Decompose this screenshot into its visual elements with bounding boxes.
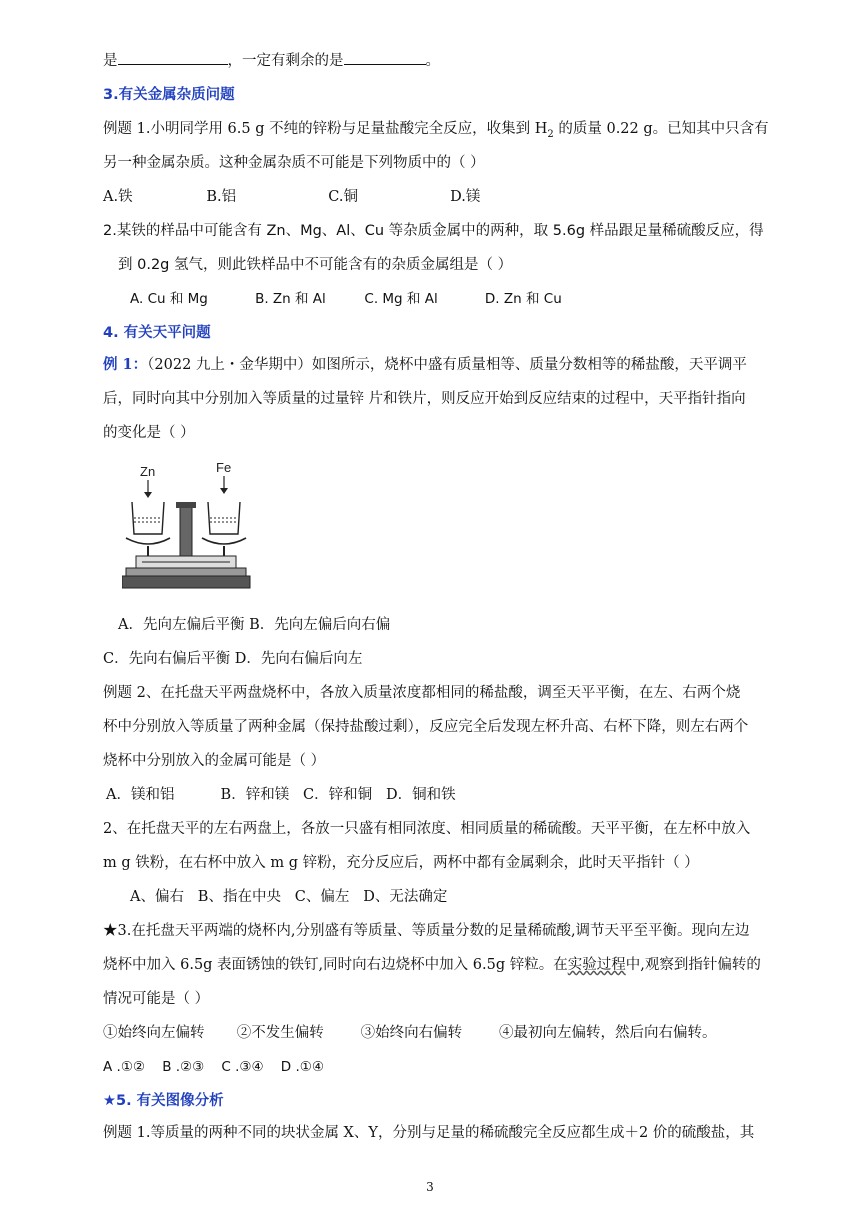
example-2-options: A．镁和铝 B．锌和镁 C．锌和铜 D．铜和铁 — [106, 787, 456, 803]
example-balance-line-3: 的变化是（ ） — [103, 425, 195, 441]
question-2b-options: A、偏右 B、指在中央 C、偏左 D、无法确定 — [130, 889, 448, 905]
blank-1 — [118, 50, 228, 65]
balance-figure — [122, 458, 254, 594]
example-2-line-2: 杯中分别放入等质量了两种金属（保持盐酸过剩），反应完全后发现左杯升高、右杯下降，则左右两个 — [103, 719, 749, 735]
balance-options-ab: A．先向左偏后平衡 B．先向左偏后向右偏 — [118, 617, 391, 633]
text: 是 — [103, 53, 118, 69]
example-2-line-1: 例题 2、在托盘天平两盘烧杯中，各放入质量浓度都相同的稀盐酸，调至天平平衡，在左、右两个烧 — [103, 685, 741, 701]
example-1-line-1 — [103, 118, 769, 146]
example-1-line-2: 另一种金属杂质。这种金属杂质不可能是下列物质中的（ ） — [103, 155, 485, 171]
text: 例题 1.小明同学用 6.5 g 不纯的锌粉与足量盐酸完全反应，收集到 H — [103, 121, 548, 137]
section-heading-3: 3.有关金属杂质问题 — [103, 87, 235, 103]
example-1-options: A.铁 B.铝 C.铜 D.镁 — [103, 189, 481, 205]
question-2-line-2: 到 0.2g 氢气，则此铁样品中不可能含有的杂质金属组是（ ） — [118, 257, 513, 273]
underlined-text: 实验过程 — [567, 957, 626, 973]
example-balance-line-2: 后，同时向其中分别加入等质量的过量锌 片和铁片，则反应开始到反应结束的过程中，天平指针指向 — [103, 391, 746, 407]
fe-label: Fe — [216, 460, 232, 475]
question-2-options: A. Cu 和 Mg B. Zn 和 Al C. Mg 和 Al D. Zn 和 Cu — [130, 291, 562, 307]
section-heading-4: 4. 有关天平问题 — [103, 325, 211, 341]
zn-label: Zn — [140, 464, 156, 479]
question-3-options: A .①② B .②③ C .③④ D .①④ — [103, 1059, 324, 1075]
question-2b-line-1: 2、在托盘天平的左右两盘上，各放一只盛有相同浓度、相同质量的稀硫酸。天平平衡，在左杯中放入 — [103, 821, 751, 837]
example-label: 例 1： — [103, 356, 148, 373]
text: ，一定有剩余的是 — [227, 53, 344, 69]
text: 的质量 0.22 g。已知其中只含有 — [553, 121, 769, 137]
question-2-line-1: 2.某铁的样品中可能含有 Zn、Mg、Al、Cu 等杂质金属中的两种，取 5.6g 样品跟足量稀硫酸反应，得 — [103, 223, 764, 239]
blank-2 — [344, 50, 426, 65]
example-2-line-3: 烧杯中分别放入的金属可能是（ ） — [103, 753, 326, 769]
question-2b-line-2: m g 铁粉，在右杯中放入 m g 锌粉，充分反应后，两杯中都有金属剩余，此时天平指针（ ） — [103, 855, 699, 871]
subscript: 2 — [547, 128, 554, 140]
question-3-line-3: 情况可能是（ ） — [103, 991, 210, 1007]
text: 。 — [425, 53, 440, 69]
question-3-line-2 — [103, 954, 761, 976]
example-balance-line-1 — [103, 354, 747, 376]
question-3-line-1: ★3.在托盘天平两端的烧杯内,分别盛有等质量、等质量分数的足量稀硫酸,调节天平至平衡。现向左边 — [103, 923, 750, 939]
text: 烧杯中加入 6.5g 表面锈蚀的铁钉,同时向右边烧杯中加入 6.5g 锌粒。在 — [103, 957, 568, 973]
text: 中,观察到指针偏转的 — [625, 957, 761, 973]
page-number: 3 — [426, 1180, 434, 1194]
question-3-choices: ①始终向左偏转 ②不发生偏转 ③始终向右偏转 ④最初向左偏转，然后向右偏转。 — [103, 1025, 717, 1041]
fill-blank-line — [103, 50, 440, 72]
section-heading-5: ★5. 有关图像分析 — [103, 1093, 224, 1109]
balance-options-cd: C．先向右偏后平衡 D．先向右偏后向左 — [103, 651, 363, 667]
question-5-line-1: 例题 1.等质量的两种不同的块状金属 X、Y，分别与足量的稀硫酸完全反应都生成＋2 价的硫酸盐，其 — [103, 1125, 755, 1141]
text: （2022 九上・金华期中）如图所示，烧杯中盛有质量相等、质量分数相等的稀盐酸，天平调平 — [147, 357, 747, 373]
